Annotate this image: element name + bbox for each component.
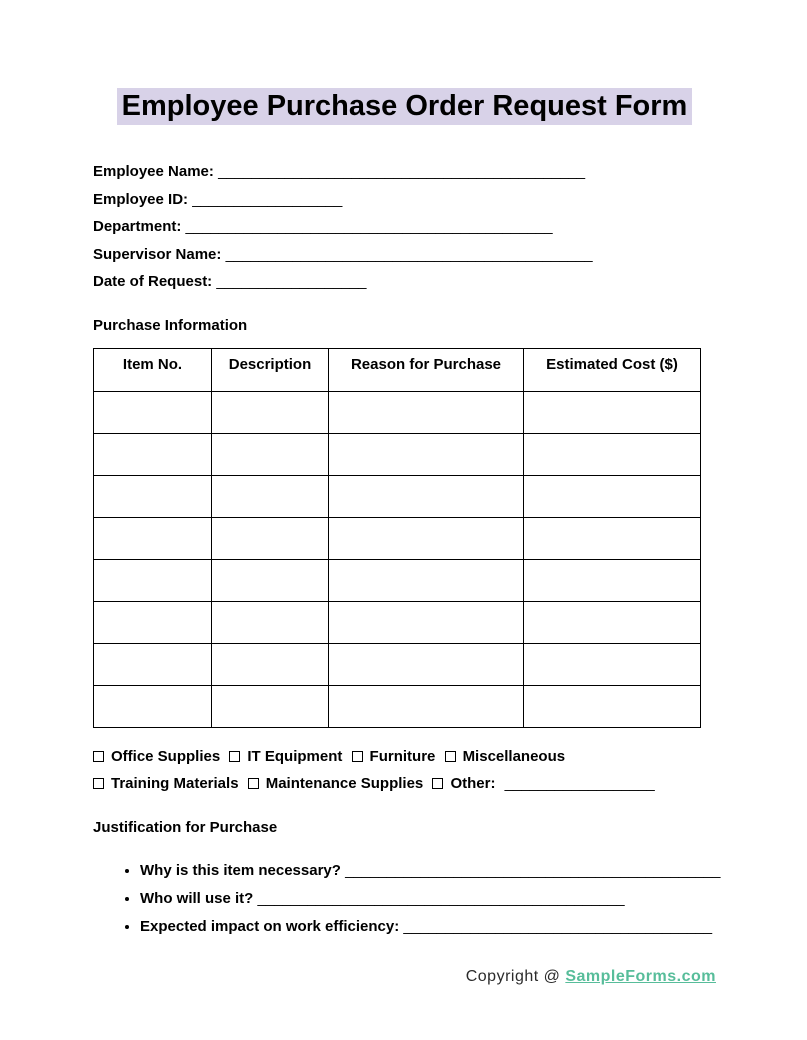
- copyright-text: Copyright @: [465, 967, 561, 985]
- fill-in-line: _____________________________________: [403, 917, 713, 935]
- fill-in-line: ____________________________________________: [225, 245, 593, 263]
- table-cell: [212, 601, 329, 643]
- checkbox-option-maintenance-supplies: [248, 775, 424, 792]
- fill-in-line: __________________: [192, 190, 343, 208]
- purchase-information-heading: Purchase Information: [93, 316, 248, 334]
- purchase-table: [93, 348, 701, 728]
- field-department: [93, 213, 716, 241]
- field-supervisor-name: [93, 241, 716, 269]
- checkbox-option-it-equipment: [229, 748, 342, 765]
- column-header-estimated-cost: Estimated Cost ($): [524, 348, 701, 391]
- table-row: [94, 559, 701, 601]
- table-cell: [329, 391, 524, 433]
- table-cell: [212, 391, 329, 433]
- checkbox-icon: [248, 778, 259, 789]
- category-checkboxes: [93, 743, 716, 798]
- table-cell: [94, 391, 212, 433]
- field-employee-name: [93, 158, 716, 186]
- justification-item-who-will-use: [140, 885, 716, 913]
- table-cell: [329, 433, 524, 475]
- table-row: [94, 433, 701, 475]
- field-label: Supervisor Name:: [93, 245, 222, 263]
- checkbox-option-furniture: [352, 748, 436, 765]
- footer-link[interactable]: SampleForms.com: [565, 967, 716, 985]
- table-row: [94, 601, 701, 643]
- table-cell: [329, 517, 524, 559]
- column-header-reason: Reason for Purchase: [329, 348, 524, 391]
- bullet-label: Expected impact on work efficiency:: [140, 917, 400, 935]
- checkbox-icon: [445, 751, 456, 762]
- checkbox-icon: [93, 778, 104, 789]
- checkbox-option-office-supplies: [93, 748, 220, 765]
- field-date-of-request: [93, 268, 716, 296]
- category-row-1: [93, 743, 716, 771]
- page-title: Employee Purchase Order Request Form: [117, 88, 693, 125]
- field-label: Department:: [93, 218, 182, 235]
- fill-in-line: __________________: [504, 775, 655, 792]
- table-cell: [329, 643, 524, 685]
- checkbox-label: IT Equipment: [247, 747, 343, 765]
- fill-in-line: _____________________________________________: [345, 861, 721, 879]
- table-cell: [212, 433, 329, 475]
- checkbox-option-miscellaneous: [445, 748, 566, 765]
- table-cell: [524, 601, 701, 643]
- table-cell: [524, 685, 701, 727]
- table-cell: [94, 475, 212, 517]
- checkbox-icon: [229, 751, 240, 762]
- field-label: Employee Name:: [93, 163, 214, 180]
- title-row: [93, 88, 716, 125]
- justification-heading: Justification for Purchase: [93, 818, 278, 836]
- checkbox-label: Miscellaneous: [462, 747, 566, 765]
- column-header-description: Description: [212, 348, 329, 391]
- table-cell: [212, 685, 329, 727]
- checkbox-option-training-materials: [93, 775, 239, 792]
- checkbox-label: Training Materials: [111, 775, 239, 792]
- table-cell: [212, 559, 329, 601]
- table-row: [94, 517, 701, 559]
- field-label: Employee ID:: [93, 190, 189, 208]
- bullet-label: Who will use it?: [140, 889, 254, 907]
- justification-item-necessary: [140, 857, 721, 885]
- checkbox-label: Furniture: [369, 747, 436, 765]
- table-cell: [524, 643, 701, 685]
- table-cell: [94, 601, 212, 643]
- table-cell: [524, 391, 701, 433]
- table-cell: [524, 475, 701, 517]
- purchase-table-body: [94, 391, 701, 727]
- table-cell: [94, 685, 212, 727]
- checkbox-label: Maintenance Supplies: [265, 775, 424, 792]
- table-cell: [329, 601, 524, 643]
- justification-item-work-efficiency: [140, 913, 716, 941]
- table-cell: [524, 559, 701, 601]
- fill-in-line: ____________________________________________: [257, 889, 625, 907]
- table-cell: [94, 433, 212, 475]
- fill-in-line: ____________________________________________: [218, 163, 586, 180]
- table-cell: [329, 559, 524, 601]
- footer: [93, 968, 716, 986]
- table-cell: [329, 685, 524, 727]
- table-cell: [212, 517, 329, 559]
- table-row: [94, 475, 701, 517]
- table-cell: [212, 643, 329, 685]
- fill-in-line: ____________________________________________: [185, 218, 553, 235]
- fill-in-line: __________________: [216, 273, 367, 290]
- field-label: Date of Request:: [93, 273, 213, 290]
- checkbox-label: Other:: [450, 775, 496, 792]
- table-cell: [94, 643, 212, 685]
- checkbox-icon: [93, 751, 104, 762]
- table-cell: [329, 475, 524, 517]
- table-cell: [94, 517, 212, 559]
- table-cell: [94, 559, 212, 601]
- table-cell: [524, 517, 701, 559]
- field-employee-id: [93, 186, 716, 214]
- bullet-label: Why is this item necessary?: [140, 861, 341, 879]
- column-header-item-no: Item No.: [94, 348, 212, 391]
- checkbox-option-other: [432, 775, 495, 792]
- table-cell: [212, 475, 329, 517]
- checkbox-label: Office Supplies: [111, 747, 221, 765]
- table-row: [94, 685, 701, 727]
- category-row-2: [93, 770, 716, 798]
- justification-list: [93, 857, 721, 941]
- checkbox-icon: [432, 778, 443, 789]
- table-header-row: [94, 348, 701, 391]
- employee-info-fields: [93, 158, 716, 296]
- table-row: [94, 391, 701, 433]
- table-row: [94, 643, 701, 685]
- checkbox-icon: [352, 751, 363, 762]
- table-cell: [524, 433, 701, 475]
